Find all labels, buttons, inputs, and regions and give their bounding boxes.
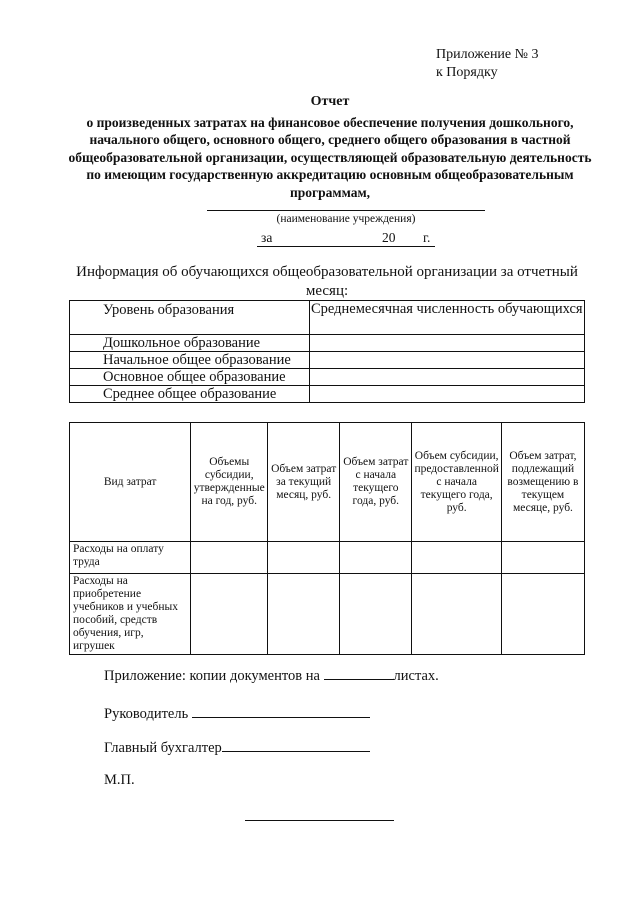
table-row — [70, 574, 585, 655]
table-header-row — [70, 301, 585, 335]
report-heading: Отчет — [310, 94, 350, 109]
row-label: Основное общее образование — [70, 369, 310, 386]
cell-value[interactable] — [340, 574, 412, 655]
header-ytd-costs: Объем затрат с начала текущего года, руб. — [340, 423, 412, 542]
attachment-pages-field[interactable] — [324, 665, 394, 680]
seal-label: М.П. — [104, 772, 135, 788]
cell-value[interactable] — [268, 574, 340, 655]
period-prefix: за — [261, 230, 273, 245]
accountant-signature-line — [104, 737, 370, 757]
row-label: Расходы на приобретение учебников и учебных пособий, средств обучения, игр, игрушек — [70, 574, 191, 655]
cell-value[interactable] — [191, 542, 268, 574]
head-label: Руководитель — [104, 706, 189, 722]
cell-value[interactable] — [412, 542, 501, 574]
cell-value[interactable] — [309, 352, 584, 369]
cell-value[interactable] — [412, 574, 501, 655]
head-signature-field[interactable] — [192, 703, 370, 718]
accountant-label: Главный бухгалтер — [104, 740, 222, 756]
head-signature-line — [104, 703, 370, 723]
appendix-reference — [436, 46, 539, 82]
attachment-suffix: листах. — [393, 668, 439, 684]
table-header-row — [70, 423, 585, 542]
row-label: Дошкольное образование — [70, 335, 310, 352]
cell-value[interactable] — [268, 542, 340, 574]
students-table — [69, 300, 585, 403]
header-annual-subsidy: Объемы субсидии, утвержденные на год, руб. — [191, 423, 268, 542]
row-label: Среднее общее образование — [70, 386, 310, 403]
costs-table — [69, 422, 585, 655]
table-row — [70, 369, 585, 386]
report-period-field[interactable] — [257, 230, 435, 247]
header-education-level: Уровень образования — [70, 301, 310, 335]
cell-value[interactable] — [309, 386, 584, 403]
accountant-signature-field[interactable] — [222, 737, 370, 752]
header-reimbursable: Объем затрат, подлежащий возмещению в текущем месяце, руб. — [501, 423, 584, 542]
table-row — [70, 542, 585, 574]
appendix-number: Приложение № 3 — [436, 47, 539, 62]
table-row — [70, 335, 585, 352]
header-average-count: Среднемесячная численность обучающихся — [309, 301, 584, 335]
row-label: Расходы на оплату труда — [70, 542, 191, 574]
cell-value[interactable] — [309, 335, 584, 352]
period-year-prefix: 20 — [382, 230, 396, 245]
cell-value[interactable] — [309, 369, 584, 386]
header-cost-type: Вид затрат — [70, 423, 191, 542]
cell-value[interactable] — [340, 542, 412, 574]
header-ytd-subsidy: Объем субсидии, предоставленной с начала текущего года, руб. — [412, 423, 501, 542]
cell-value[interactable] — [191, 574, 268, 655]
cell-value[interactable] — [501, 542, 584, 574]
bottom-signature-line[interactable] — [245, 820, 394, 821]
header-monthly-costs: Объем затрат за текущий месяц, руб. — [268, 423, 340, 542]
institution-name-line[interactable] — [207, 210, 485, 211]
students-info-heading: Информация об обучающихся общеобразовательной организации за отчетный месяц: — [76, 264, 578, 299]
attachment-line — [104, 665, 439, 685]
table-row — [70, 352, 585, 369]
table-row — [70, 386, 585, 403]
report-title — [60, 93, 600, 201]
appendix-order: к Порядку — [436, 65, 498, 80]
institution-caption: (наименование учреждения) — [276, 213, 416, 225]
row-label: Начальное общее образование — [70, 352, 310, 369]
period-year-suffix: г. — [423, 230, 431, 245]
attachment-prefix: Приложение: копии документов на — [104, 668, 320, 684]
cell-value[interactable] — [501, 574, 584, 655]
report-subject: о произведенных затратах на финансовое обеспечение получения дошкольного, начального общего, основного общего, среднего общего образования в частной общеобразовательной организации, осуществляющей образовательную деятельность по имеющим государственную аккредитацию основным общеобразовательным программам, — [68, 114, 592, 200]
